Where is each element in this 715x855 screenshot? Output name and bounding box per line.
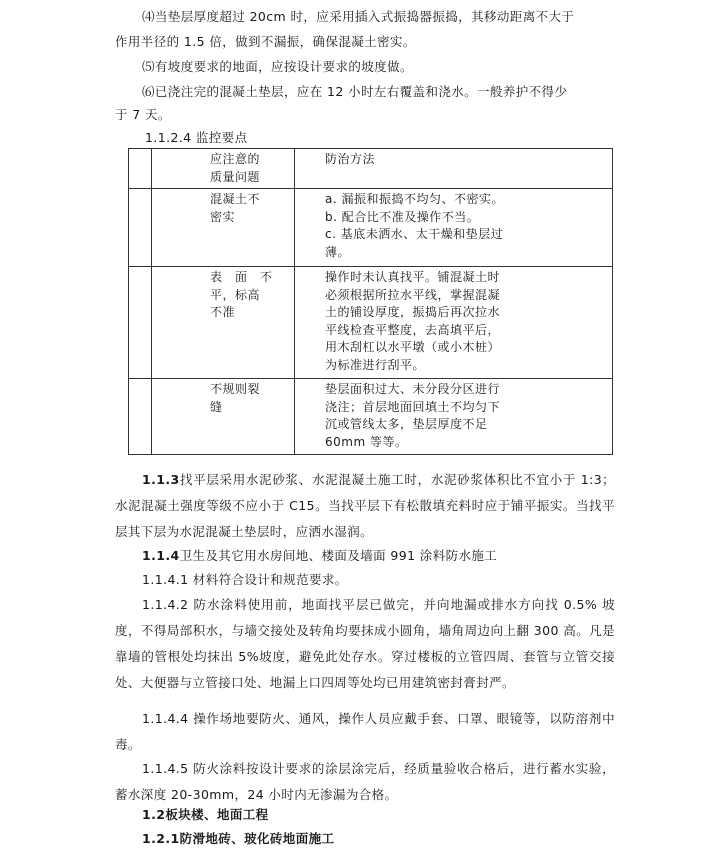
table-cell-issue: 表 面 不 平，标高 不准 — [152, 267, 295, 379]
section-heading-121 — [115, 826, 615, 852]
section-number: 1.1.4 — [142, 548, 180, 563]
section-number: 1.2.1 — [142, 831, 180, 846]
section-title: 板块楼、地面工程 — [165, 807, 269, 822]
table-cell — [129, 267, 152, 379]
section-heading-114 — [115, 543, 615, 569]
table-row — [129, 267, 613, 379]
section-heading-12 — [115, 802, 615, 828]
table-header-method: 防治方法 — [295, 149, 613, 189]
table-cell-issue: 不规则裂 缝 — [152, 379, 295, 455]
text-line: ⑷当垫层厚度超过 20cm 时，应采用插入式振捣器振捣，其移动距离不大于 — [142, 9, 575, 24]
paragraph-text: 1.1.4.5 防火涂料按设计要求的涂层涂完后，经质量验收合格后，进行蓄水实验，蓄水深度 20-30mm，24 小时内无渗漏为合格。 — [115, 761, 615, 802]
section-title: 防滑地砖、玻化砖地面施工 — [179, 831, 335, 846]
table-header-issue: 应注意的 质量问题 — [152, 149, 295, 189]
table-cell — [129, 189, 152, 267]
text-line: ⑸有坡度要求的地面，应按设计要求的坡度做。 — [142, 59, 413, 74]
paragraph-text: 1.1.4.1 材料符合设计和规范要求。 — [142, 572, 348, 587]
table-cell-method: a. 漏振和振捣不均匀、不密实。 b. 配合比不准及操作不当。 c. 基底未洒水、太干燥和垫层过 薄。 — [295, 189, 613, 267]
section-title: 卫生及其它用水房间地、楼面及墙面 991 涂料防水施工 — [179, 548, 498, 563]
paragraph-text: 找平层采用水泥砂浆、水泥混凝土施工时，水泥砂浆体积比不宜小于 1:3；水泥混凝土强度等级不应小于 C15。当找平层下有松散填充料时应于铺平振实。当找平层其下层为水泥混凝土垫层时，应洒水湿润。 — [115, 472, 615, 539]
table-cell-issue: 混凝土不 密实 — [152, 189, 295, 267]
table-row — [129, 189, 613, 267]
paragraph-text: 1.1.4.2 防水涂料使用前，地面找平层已做完，并向地漏或排水方向找 0.5% 坡度，不得局部积水，与墙交接处及转角均要抹成小圆角，墙角周边向上翻 300 高。凡是靠墙的管根处均抹出 5%坡度，避免此处存水。穿过楼板的立管四周、套管与立管交接处、大便器与立管接口处、地漏上口四周等处均已用建筑密封膏封严。 — [115, 597, 615, 690]
paragraph-text: 1.1.4.4 操作场地要防火、通风，操作人员应戴手套、口罩、眼镜等，以防溶剂中毒。 — [115, 711, 615, 752]
paragraph-1145 — [115, 756, 615, 808]
table-cell — [129, 379, 152, 455]
section-number: 1.1.3 — [142, 472, 180, 487]
subsection-heading-1124: 1.1.2.4 监控要点 — [145, 130, 248, 145]
table-row — [129, 379, 613, 455]
text-line: ⑹已浇注完的混凝土垫层，应在 12 小时左右覆盖和浇水。一般养护不得少 — [142, 84, 568, 99]
table-header-row — [129, 149, 613, 189]
paragraph-1142 — [115, 592, 615, 696]
monitoring-table — [128, 148, 613, 455]
text-line: 作用半径的 1.5 倍，做到不漏振，确保混凝土密实。 — [115, 34, 416, 49]
table-cell — [129, 149, 152, 189]
text-line: 于 7 天。 — [115, 107, 171, 122]
section-number: 1.2 — [142, 807, 166, 822]
table-cell-method: 操作时未认真找平。铺混凝土时 必须根据所拉水平线，掌握混凝 土的铺设厚度，振捣后再次拉水 平线检查平整度，去高填平后， 用木刮杠以水平墩（或小木桩） 为标准进行刮平。 — [295, 267, 613, 379]
paragraph-113 — [115, 467, 615, 545]
paragraph-1141 — [115, 567, 615, 593]
paragraph-1144 — [115, 706, 615, 758]
table-cell-method: 垫层面积过大、未分段分区进行 浇注；首层地面回填土不均匀下 沉或管线太多，垫层厚度不足 60mm 等等。 — [295, 379, 613, 455]
